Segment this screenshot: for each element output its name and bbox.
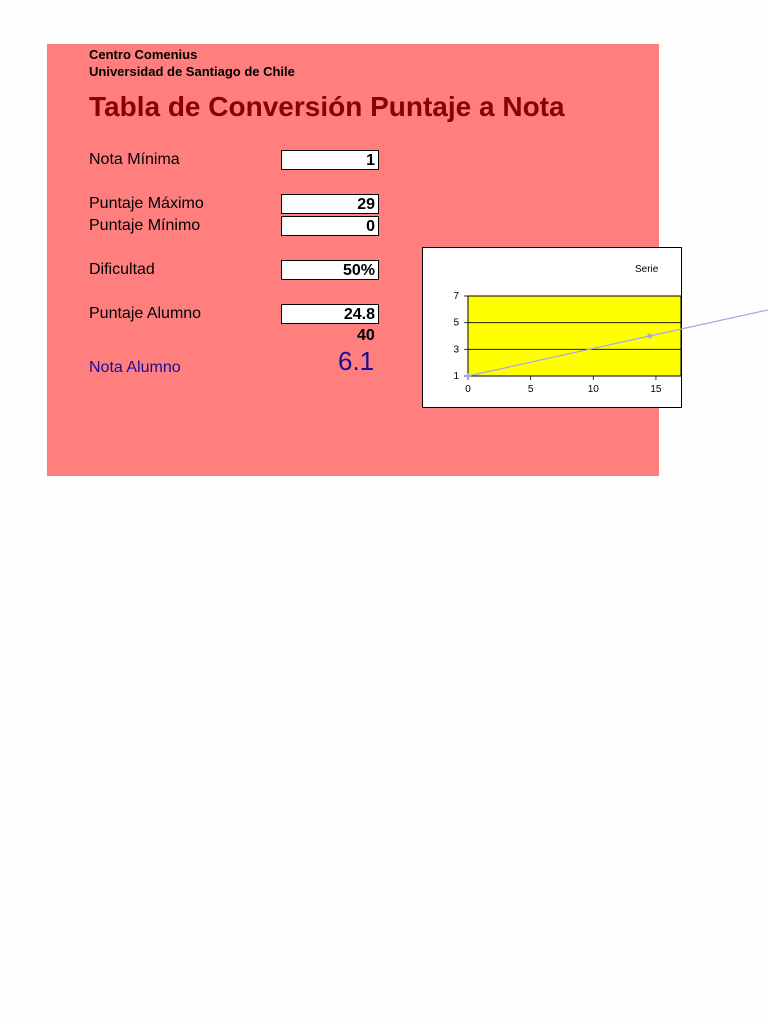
nota-minima-label: Nota Mínima (89, 151, 180, 168)
x-tick-label: 15 (650, 384, 662, 395)
nota-minima-input[interactable]: 1 (281, 150, 379, 170)
chart[interactable] (422, 247, 682, 408)
chart-title: Serie (635, 264, 659, 275)
puntaje-minimo-input[interactable]: 0 (281, 216, 379, 236)
nota-alumno-value: 6.1 (338, 346, 375, 376)
y-tick-label: 3 (453, 344, 459, 356)
puntaje-maximo-input[interactable]: 29 (281, 194, 379, 214)
nota-alumno-label: Nota Alumno (89, 359, 181, 376)
spreadsheet-area (47, 44, 662, 476)
y-tick-label: 7 (453, 291, 459, 302)
dificultad-input[interactable]: 50% (281, 260, 379, 280)
puntaje-maximo-label: Puntaje Máximo (89, 195, 204, 212)
chart-svg (423, 248, 681, 407)
dificultad-label: Dificultad (89, 261, 155, 278)
puntaje-minimo-label: Puntaje Mínimo (89, 217, 201, 234)
puntaje-alumno-label: Puntaje Alumno (89, 305, 202, 322)
x-tick-label: 5 (527, 384, 534, 395)
institution-name: Centro Comenius (89, 47, 198, 62)
puntaje-alumno-input[interactable]: 24.8 (281, 304, 379, 324)
x-tick-label: 0 (465, 384, 471, 395)
university-name: Universidad de Santiago de Chile (89, 64, 295, 79)
page-title: Tabla de Conversión Puntaje a Nota (89, 91, 565, 122)
extra-value: 40 (357, 327, 375, 344)
x-tick-label: 10 (587, 384, 599, 395)
y-tick-label: 1 (453, 371, 459, 382)
y-tick-label: 5 (453, 317, 459, 329)
